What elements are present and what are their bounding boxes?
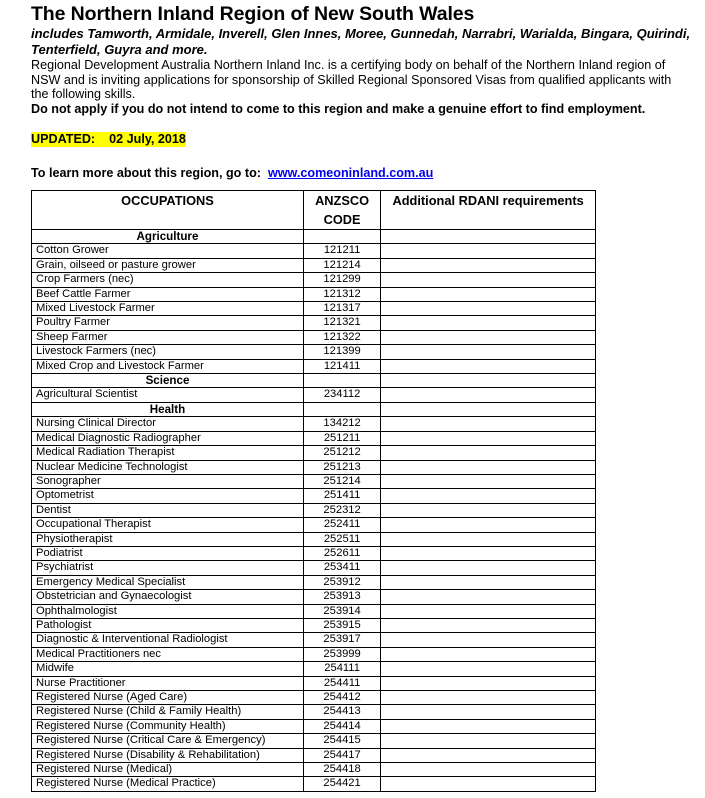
anzsco-code-cell: 121299 <box>303 273 380 287</box>
anzsco-code-cell: 251211 <box>303 431 380 445</box>
occupation-cell: Medical Diagnostic Radiographer <box>32 431 304 445</box>
requirements-cell <box>381 431 596 445</box>
requirements-cell <box>381 748 596 762</box>
anzsco-code-cell: 121211 <box>303 244 380 258</box>
occupations-table-body <box>32 230 596 792</box>
requirements-cell <box>381 460 596 474</box>
table-row <box>32 417 596 431</box>
table-row <box>32 748 596 762</box>
anzsco-code-cell: 254418 <box>303 763 380 777</box>
anzsco-code-cell <box>303 374 380 388</box>
table-row <box>32 359 596 373</box>
table-row <box>32 287 596 301</box>
table-row <box>32 575 596 589</box>
occupation-cell: Emergency Medical Specialist <box>32 575 304 589</box>
requirements-cell <box>381 647 596 661</box>
table-row <box>32 460 596 474</box>
table-row <box>32 489 596 503</box>
requirements-cell <box>381 777 596 791</box>
occupation-cell: Registered Nurse (Medical) <box>32 763 304 777</box>
anzsco-code-cell: 253915 <box>303 618 380 632</box>
table-row <box>32 503 596 517</box>
category-label: Science <box>32 374 304 388</box>
requirements-cell <box>381 244 596 258</box>
occupation-cell: Registered Nurse (Community Health) <box>32 719 304 733</box>
requirements-cell <box>381 618 596 632</box>
occupation-cell: Beef Cattle Farmer <box>32 287 304 301</box>
occupation-cell: Ophthalmologist <box>32 604 304 618</box>
table-row <box>32 676 596 690</box>
occupation-cell: Nurse Practitioner <box>32 676 304 690</box>
occupation-cell: Registered Nurse (Disability & Rehabilitation) <box>32 748 304 762</box>
anzsco-code-cell: 253999 <box>303 647 380 661</box>
occupations-table <box>31 190 596 792</box>
anzsco-code-cell: 121317 <box>303 302 380 316</box>
requirements-cell <box>381 662 596 676</box>
anzsco-code-cell: 121411 <box>303 359 380 373</box>
table-row <box>32 330 596 344</box>
table-header-row <box>32 191 596 230</box>
category-label: Agriculture <box>32 230 304 244</box>
occupation-cell: Midwife <box>32 662 304 676</box>
anzsco-code-cell: 252411 <box>303 518 380 532</box>
occupation-cell: Sonographer <box>32 474 304 488</box>
table-row <box>32 705 596 719</box>
occupation-cell: Poultry Farmer <box>32 316 304 330</box>
anzsco-code-cell <box>303 230 380 244</box>
table-row <box>32 618 596 632</box>
category-row <box>32 374 596 388</box>
occupation-cell: Crop Farmers (nec) <box>32 273 304 287</box>
occupation-cell: Nuclear Medicine Technologist <box>32 460 304 474</box>
table-row <box>32 734 596 748</box>
requirements-cell <box>381 230 596 244</box>
table-row <box>32 273 596 287</box>
anzsco-code-cell: 121214 <box>303 258 380 272</box>
occupation-cell: Podiatrist <box>32 546 304 560</box>
anzsco-code-cell: 253912 <box>303 575 380 589</box>
occupation-cell: Sheep Farmer <box>32 330 304 344</box>
requirements-cell <box>381 691 596 705</box>
anzsco-code-cell: 251213 <box>303 460 380 474</box>
requirements-cell <box>381 446 596 460</box>
occupation-cell: Psychiatrist <box>32 561 304 575</box>
learn-more-line <box>31 166 691 181</box>
requirements-cell <box>381 719 596 733</box>
anzsco-code-cell: 251214 <box>303 474 380 488</box>
anzsco-code-cell: 254414 <box>303 719 380 733</box>
requirements-cell <box>381 287 596 301</box>
anzsco-code-cell: 252511 <box>303 532 380 546</box>
anzsco-code-cell: 254421 <box>303 777 380 791</box>
requirements-cell <box>381 316 596 330</box>
requirements-cell <box>381 590 596 604</box>
table-row <box>32 719 596 733</box>
occupation-cell: Registered Nurse (Child & Family Health) <box>32 705 304 719</box>
table-row <box>32 316 596 330</box>
requirements-cell <box>381 302 596 316</box>
occupation-cell: Optometrist <box>32 489 304 503</box>
occupation-cell: Registered Nurse (Aged Care) <box>32 691 304 705</box>
occupation-cell: Registered Nurse (Critical Care & Emergency) <box>32 734 304 748</box>
occupation-cell: Mixed Livestock Farmer <box>32 302 304 316</box>
anzsco-code-cell: 253914 <box>303 604 380 618</box>
anzsco-code-cell: 251212 <box>303 446 380 460</box>
requirements-cell <box>381 518 596 532</box>
occupation-cell: Medical Radiation Therapist <box>32 446 304 460</box>
table-row <box>32 388 596 402</box>
category-row <box>32 402 596 416</box>
requirements-cell <box>381 763 596 777</box>
occupation-cell: Obstetrician and Gynaecologist <box>32 590 304 604</box>
table-row <box>32 662 596 676</box>
table-row <box>32 258 596 272</box>
requirements-cell <box>381 705 596 719</box>
requirements-cell <box>381 374 596 388</box>
anzsco-code-cell: 252611 <box>303 546 380 560</box>
occupation-cell: Registered Nurse (Medical Practice) <box>32 777 304 791</box>
anzsco-code-cell: 254411 <box>303 676 380 690</box>
table-row <box>32 561 596 575</box>
requirements-cell <box>381 345 596 359</box>
requirements-cell <box>381 388 596 402</box>
requirements-cell <box>381 330 596 344</box>
table-row <box>32 302 596 316</box>
table-row <box>32 633 596 647</box>
anzsco-code-cell: 253411 <box>303 561 380 575</box>
anzsco-code-cell: 253913 <box>303 590 380 604</box>
occupation-cell: Cotton Grower <box>32 244 304 258</box>
table-row <box>32 691 596 705</box>
table-row <box>32 244 596 258</box>
requirements-cell <box>381 258 596 272</box>
table-row <box>32 518 596 532</box>
requirements-cell <box>381 474 596 488</box>
requirements-cell <box>381 532 596 546</box>
anzsco-code-cell: 254415 <box>303 734 380 748</box>
table-row <box>32 777 596 791</box>
category-label: Health <box>32 402 304 416</box>
occupation-cell: Livestock Farmers (nec) <box>32 345 304 359</box>
table-row <box>32 532 596 546</box>
anzsco-code-cell: 121321 <box>303 316 380 330</box>
requirements-cell <box>381 546 596 560</box>
occupation-cell: Occupational Therapist <box>32 518 304 532</box>
anzsco-code-cell: 121399 <box>303 345 380 359</box>
anzsco-code-cell: 254111 <box>303 662 380 676</box>
requirements-cell <box>381 575 596 589</box>
occupation-cell: Nursing Clinical Director <box>32 417 304 431</box>
anzsco-code-cell: 251411 <box>303 489 380 503</box>
anzsco-code-cell: 234112 <box>303 388 380 402</box>
requirements-cell <box>381 273 596 287</box>
document-header <box>31 0 691 181</box>
occupation-cell: Diagnostic & Interventional Radiologist <box>32 633 304 647</box>
requirements-cell <box>381 633 596 647</box>
requirements-cell <box>381 489 596 503</box>
anzsco-code-cell: 134212 <box>303 417 380 431</box>
requirements-cell <box>381 417 596 431</box>
anzsco-code-cell: 252312 <box>303 503 380 517</box>
table-row <box>32 431 596 445</box>
region-website-link[interactable]: www.comeoninland.com.au <box>267 165 434 180</box>
category-row <box>32 230 596 244</box>
header-additional-requirements: Additional RDANI requirements <box>381 191 596 230</box>
anzsco-code-cell: 254413 <box>303 705 380 719</box>
anzsco-code-cell <box>303 402 380 416</box>
table-row <box>32 763 596 777</box>
anzsco-code-cell: 121312 <box>303 287 380 301</box>
requirements-cell <box>381 359 596 373</box>
table-row <box>32 546 596 560</box>
table-row <box>32 474 596 488</box>
header-anzsco-code: ANZSCO CODE <box>303 191 380 230</box>
occupation-cell: Medical Practitioners nec <box>32 647 304 661</box>
anzsco-code-cell: 253917 <box>303 633 380 647</box>
anzsco-code-cell: 254412 <box>303 691 380 705</box>
region-towns: includes Tamworth, Armidale, Inverell, Glen Innes, Moree, Gunnedah, Narrabri, Warialda, Bingara, Quirindi, Tenterfield, Guyra and more. <box>31 26 691 57</box>
occupation-cell: Dentist <box>32 503 304 517</box>
anzsco-code-cell: 254417 <box>303 748 380 762</box>
intro-paragraph: Regional Development Australia Northern Inland Inc. is a certifying body on behalf of the Northern Inland region of NSW and is inviting applications for sponsorship of Skilled Regional Sponsored Visas from qualified applicants with the following skills. <box>31 58 672 102</box>
requirements-cell <box>381 402 596 416</box>
table-row <box>32 345 596 359</box>
occupation-cell: Pathologist <box>32 618 304 632</box>
updated-date: UPDATED: 02 July, 2018 <box>31 131 186 146</box>
requirements-cell <box>381 503 596 517</box>
warning-text: Do not apply if you do not intend to come to this region and make a genuine effort to find employment. <box>31 101 646 116</box>
requirements-cell <box>381 561 596 575</box>
header-occupations: OCCUPATIONS <box>32 191 304 230</box>
table-row <box>32 590 596 604</box>
requirements-cell <box>381 734 596 748</box>
occupation-cell: Mixed Crop and Livestock Farmer <box>32 359 304 373</box>
occupation-cell: Grain, oilseed or pasture grower <box>32 258 304 272</box>
learn-more-label: To learn more about this region, go to: <box>31 165 261 180</box>
occupation-cell: Physiotherapist <box>32 532 304 546</box>
anzsco-code-cell: 121322 <box>303 330 380 344</box>
occupation-cell: Agricultural Scientist <box>32 388 304 402</box>
table-row <box>32 647 596 661</box>
page-title: The Northern Inland Region of New South Wales <box>31 3 475 25</box>
table-row <box>32 604 596 618</box>
requirements-cell <box>381 604 596 618</box>
requirements-cell <box>381 676 596 690</box>
table-row <box>32 446 596 460</box>
